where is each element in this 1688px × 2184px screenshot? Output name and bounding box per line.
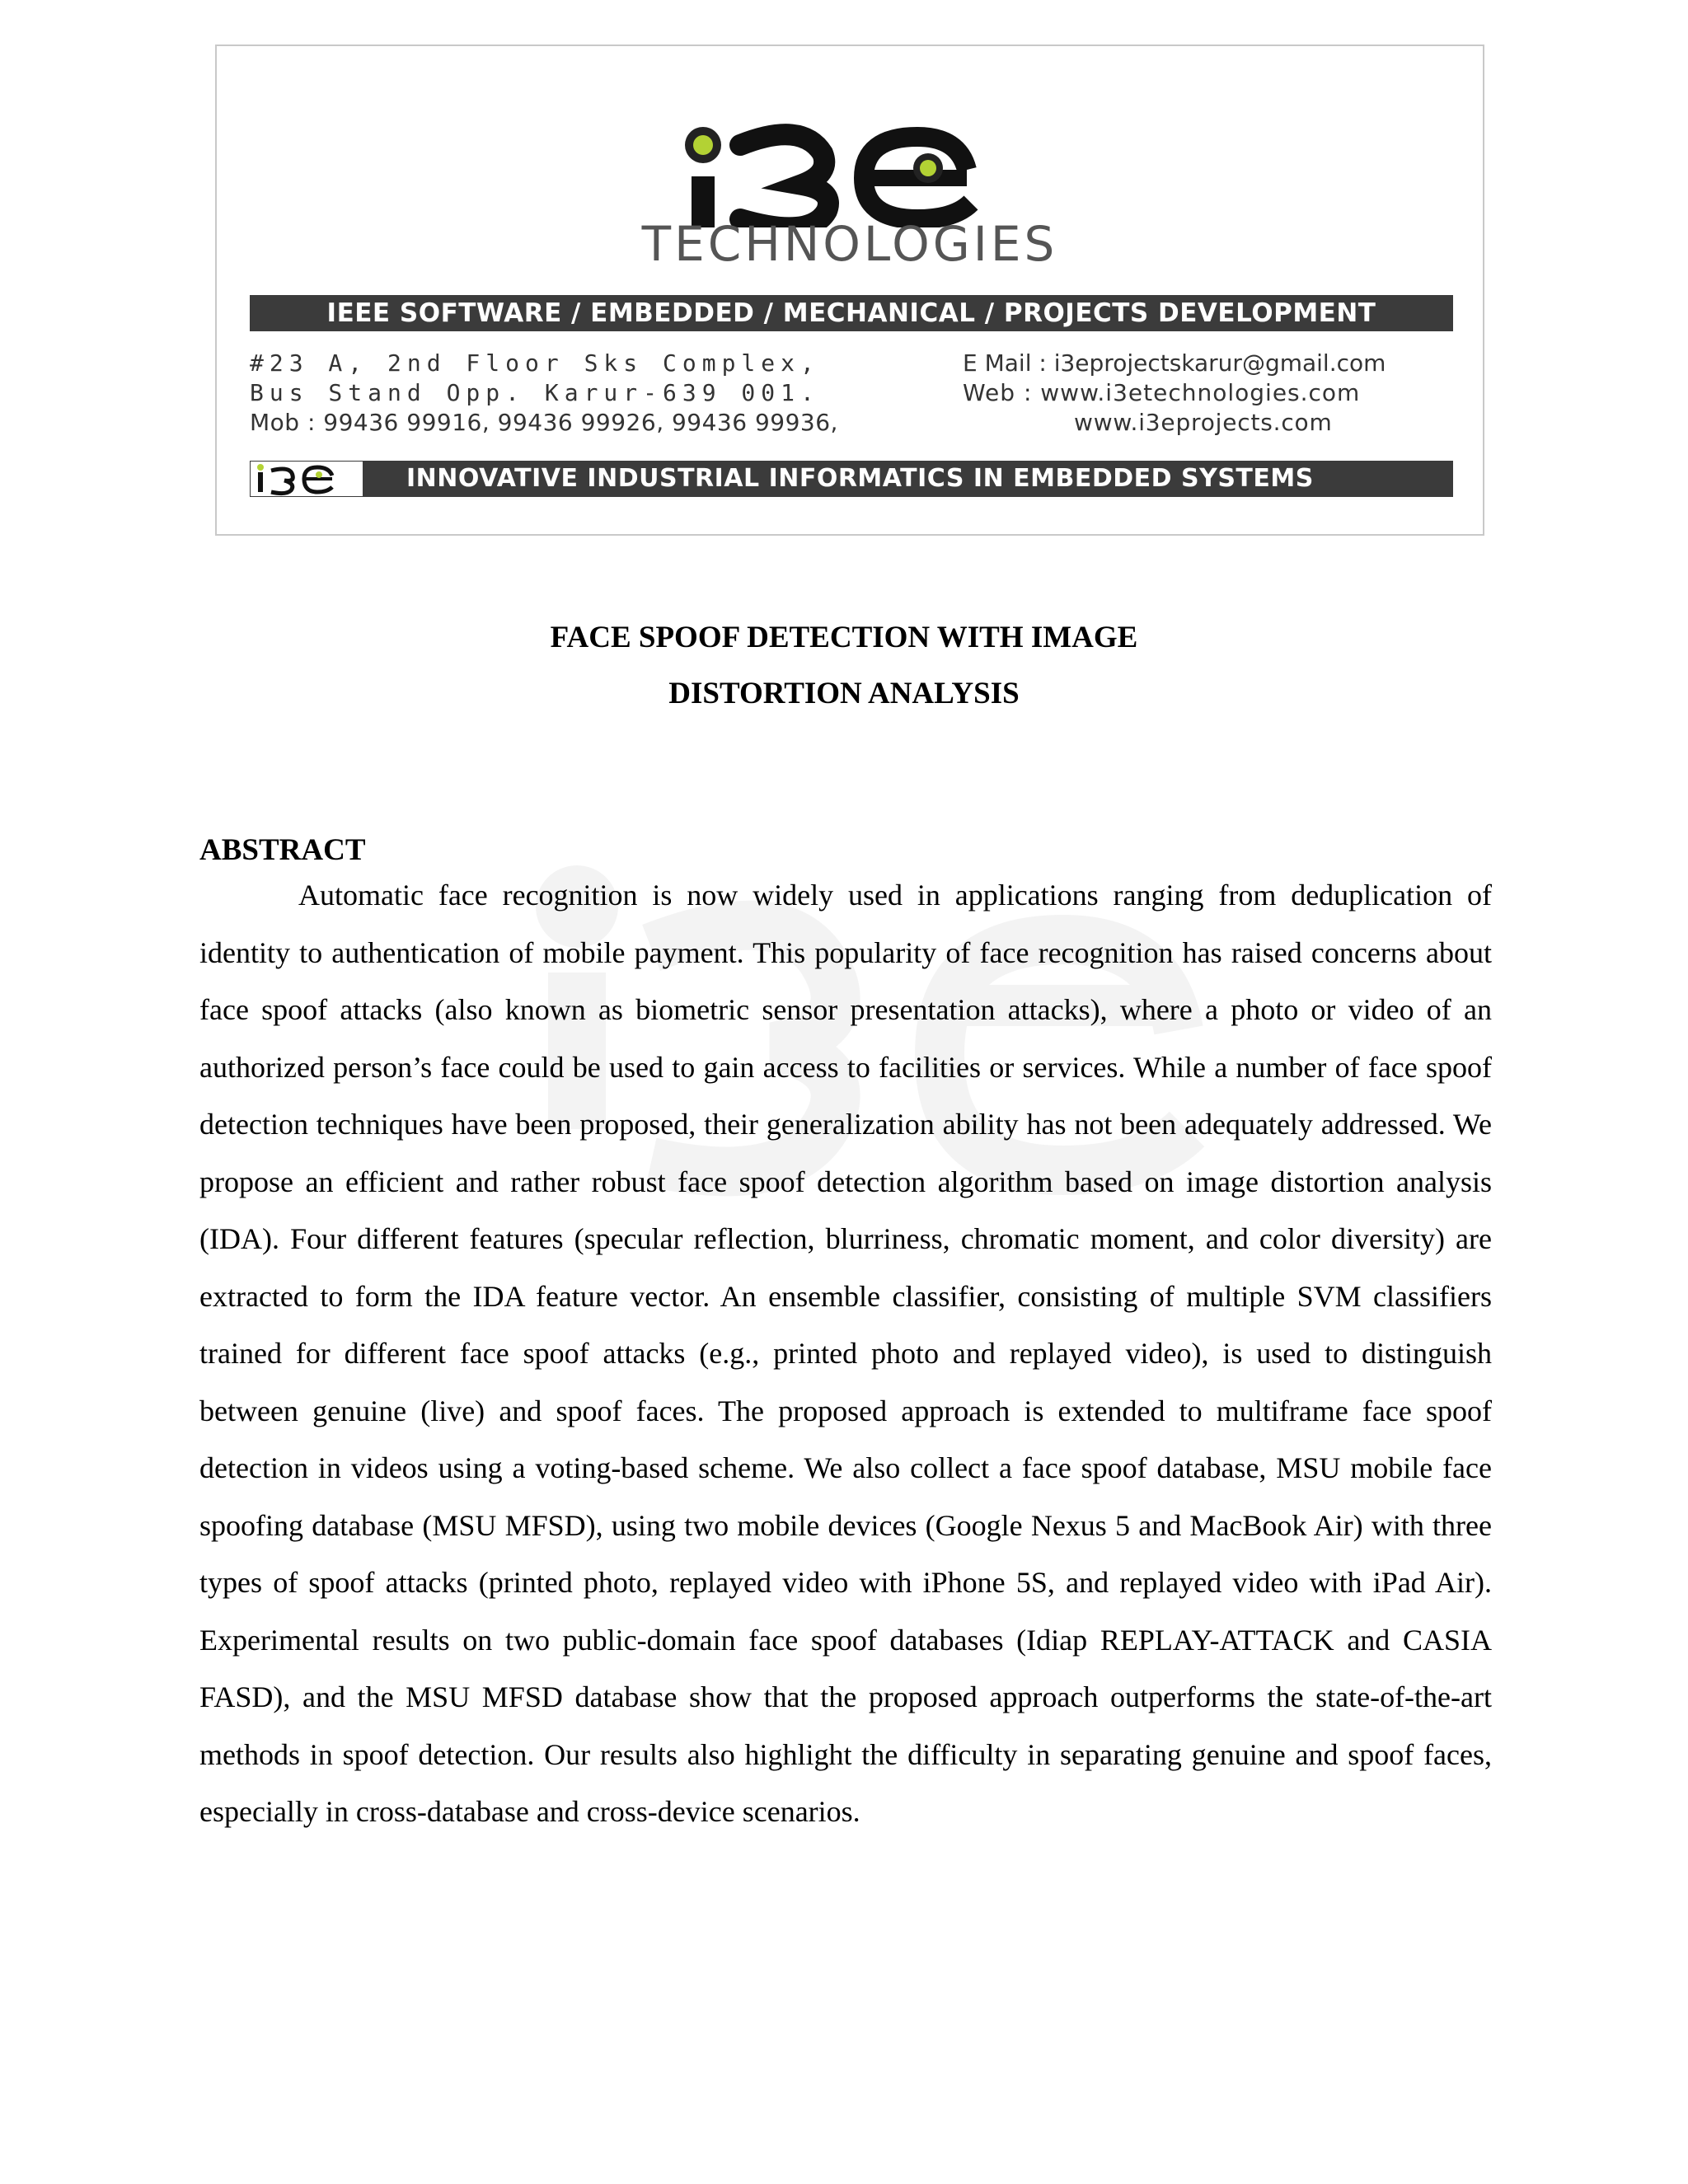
i3e-mini-logo [250, 461, 363, 497]
services-tagline: IEEE SOFTWARE / EMBEDDED / MECHANICAL / PROJECTS DEVELOPMENT [250, 295, 1453, 331]
motto-bar: INNOVATIVE INDUSTRIAL INFORMATICS IN EMBEDDED SYSTEMS [250, 461, 1453, 497]
i3e-logo [678, 71, 1025, 227]
abstract-heading: ABSTRACT [199, 833, 366, 867]
website-2: www.i3eprojects.com [1074, 409, 1333, 436]
letterhead-banner [215, 45, 1484, 536]
address-line-1: #23 A, 2nd Floor Sks Complex, [250, 349, 820, 377]
address-line-2: Bus Stand Opp. Karur-639 001. [250, 379, 820, 406]
email-address: E Mail : i3eprojectskarur@gmail.com [963, 349, 1386, 377]
website-1: Web : www.i3etechnologies.com [963, 379, 1361, 406]
paper-title-line-2: DISTORTION ANALYSIS [668, 677, 1020, 710]
mobile-numbers: Mob : 99436 99916, 99436 99926, 99436 99936, [250, 409, 838, 436]
company-wordmark: TECHNOLOGIES [641, 216, 1058, 272]
abstract-body: Automatic face recognition is now widely used in applications ranging from deduplication of identity to authentication of mobile payment. This popularity of face recognition has raised concerns about face spoof attacks (also known as biometric sensor presentation attacks), where a photo or video of an authorized person’s face could be used to gain access to facilities or services. While a number of face spoof detection techniques have been proposed, their generalization ability has not been adequately addressed. We propose an efficient and rather robust face spoof detection algorithm based on image distortion analysis (IDA). Four different features (specular reflection, blurriness, chromatic moment, and color diversity) are extracted to form the IDA feature vector. An ensemble classifier, consisting of multiple SVM classifiers trained for different face spoof attacks (e.g., printed photo and replayed video), is used to distinguish between genuine (live) and spoof faces. The proposed approach is extended to multiframe face spoof detection in videos using a voting-based scheme. We also collect a face spoof database, MSU mobile face spoofing database (MSU MFSD), using two mobile devices (Google Nexus 5 and MacBook Air) with three types of spoof attacks (printed photo, replayed video with iPhone 5S, and replayed video with iPad Air). Experimental results on two public-domain face spoof databases (Idiap REPLAY-ATTACK and CASIA FASD), and the MSU MFSD database show that the proposed approach outperforms the state-of-the-art methods in spoof detection. Our results also highlight the difficulty in separating genuine and spoof faces, especially in cross-database and cross-device scenarios. [199, 879, 1492, 1828]
paper-title-line-1: FACE SPOOF DETECTION WITH IMAGE [550, 621, 1138, 654]
